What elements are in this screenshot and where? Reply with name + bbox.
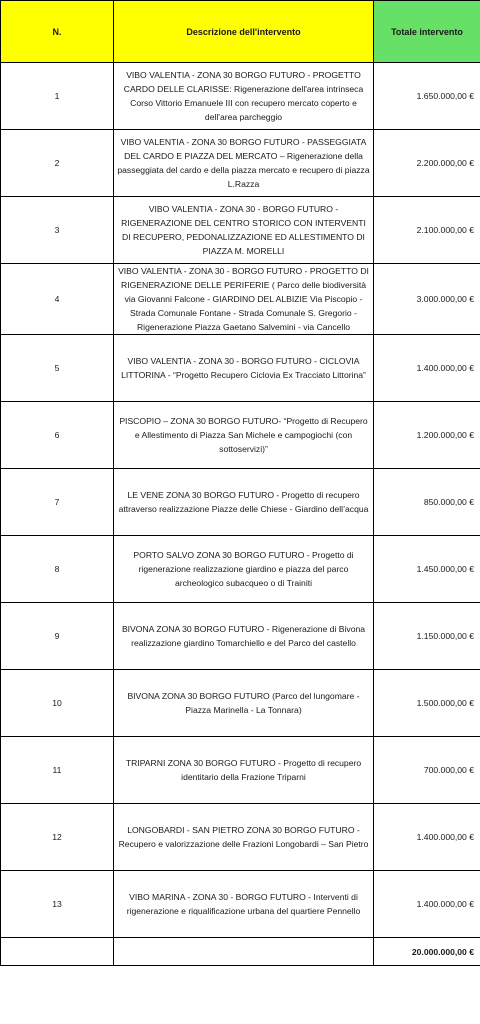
row-number: 12 [1,804,114,871]
row-description: PORTO SALVO ZONA 30 BORGO FUTURO - Progetto di rigenerazione realizzazione giardino e piazza del parco archeologico subacqueo o di Trainiti [114,536,374,603]
row-number: 6 [1,402,114,469]
table-row [1,737,480,804]
row-amount: 1.400.000,00 € [374,871,480,938]
row-description: VIBO VALENTIA - ZONA 30 - BORGO FUTURO - PROGETTO DI RIGENERAZIONE DELLE PERIFERIE ( Parco delle biodiversità via Giovanni Falcone - GIARDINO DEL ALBIZIE Via Piscopio - Strada Comunale Fontane - Strada Comunale S. Gregorio - Rigenerazione Piazza Gaetano Salvemini - via Cancello [114,264,374,335]
row-description: TRIPARNI ZONA 30 BORGO FUTURO - Progetto di recupero identitario della Frazione Triparni [114,737,374,804]
row-number: 5 [1,335,114,402]
row-description: VIBO MARINA - ZONA 30 - BORGO FUTURO - Interventi di rigenerazione e riqualificazione urbana del quartiere Pennello [114,871,374,938]
total-row [1,938,480,966]
table-row [1,670,480,737]
row-amount: 700.000,00 € [374,737,480,804]
row-amount: 3.000.000,00 € [374,264,480,335]
row-description: VIBO VALENTIA - ZONA 30 BORGO FUTURO - PASSEGGIATA DEL CARDO E PIAZZA DEL MERCATO – Rigenerazione della passeggiata del cardo e della piazza mercato e recupero di piazza L.Razza [114,130,374,197]
row-description: LONGOBARDI - SAN PIETRO ZONA 30 BORGO FUTURO - Recupero e valorizzazione delle Frazioni Longobardi – San Pietro [114,804,374,871]
row-amount: 1.400.000,00 € [374,804,480,871]
header-description: Descrizione dell'intervento [114,1,374,63]
row-number: 10 [1,670,114,737]
row-number: 1 [1,63,114,130]
header-total: Totale intervento [374,1,480,63]
row-number: 2 [1,130,114,197]
row-number: 9 [1,603,114,670]
row-description: VIBO VALENTIA - ZONA 30 - BORGO FUTURO - RIGENERAZIONE DEL CENTRO STORICO CON INTERVENTI DI RECUPERO, PEDONALIZZAZIONE ED ALLESTIMENTO DI PIAZZA M. MORELLI [114,197,374,264]
table-row [1,130,480,197]
table-row [1,804,480,871]
table-row [1,469,480,536]
row-number: 11 [1,737,114,804]
row-description: PISCOPIO – ZONA 30 BORGO FUTURO- “Progetto di Recupero e Allestimento di Piazza San Michele e campogiochi (con sottoservizi)” [114,402,374,469]
row-amount: 2.200.000,00 € [374,130,480,197]
row-amount: 1.500.000,00 € [374,670,480,737]
row-number: 8 [1,536,114,603]
row-amount: 850.000,00 € [374,469,480,536]
row-number: 4 [1,264,114,335]
row-description: VIBO VALENTIA - ZONA 30 - BORGO FUTURO - CICLOVIA LITTORINA - “Progetto Recupero Ciclovia Ex Tracciato Littorina” [114,335,374,402]
row-amount: 1.650.000,00 € [374,63,480,130]
row-description: BIVONA ZONA 30 BORGO FUTURO (Parco del lungomare - Piazza Marinella - La Tonnara) [114,670,374,737]
table-row [1,197,480,264]
row-amount: 2.100.000,00 € [374,197,480,264]
table-row [1,335,480,402]
row-amount: 1.400.000,00 € [374,335,480,402]
header-number: N. [1,1,114,63]
row-amount: 1.200.000,00 € [374,402,480,469]
table-row [1,871,480,938]
table-row [1,536,480,603]
table-row [1,264,480,335]
total-amount: 20.000.000,00 € [374,938,480,966]
row-description: LE VENE ZONA 30 BORGO FUTURO - Progetto di recupero attraverso realizzazione Piazze delle Chiese - Giardino dell’acqua [114,469,374,536]
row-amount: 1.450.000,00 € [374,536,480,603]
row-number: 7 [1,469,114,536]
table-row [1,402,480,469]
total-empty-2 [114,938,374,966]
row-description: BIVONA ZONA 30 BORGO FUTURO - Rigenerazione di Bivona realizzazione giardino Tomarchiello e del Parco del castello [114,603,374,670]
table-row [1,63,480,130]
header-row [1,1,480,63]
row-description: VIBO VALENTIA - ZONA 30 BORGO FUTURO - PROGETTO CARDO DELLE CLARISSE: Rigenerazione dell'area intrinseca Corso Vittorio Emanuele III con recupero mercato coperto e dell'area parcheggio [114,63,374,130]
table-row [1,603,480,670]
table-body [1,63,480,938]
row-amount: 1.150.000,00 € [374,603,480,670]
total-empty-1 [1,938,114,966]
row-number: 13 [1,871,114,938]
row-number: 3 [1,197,114,264]
